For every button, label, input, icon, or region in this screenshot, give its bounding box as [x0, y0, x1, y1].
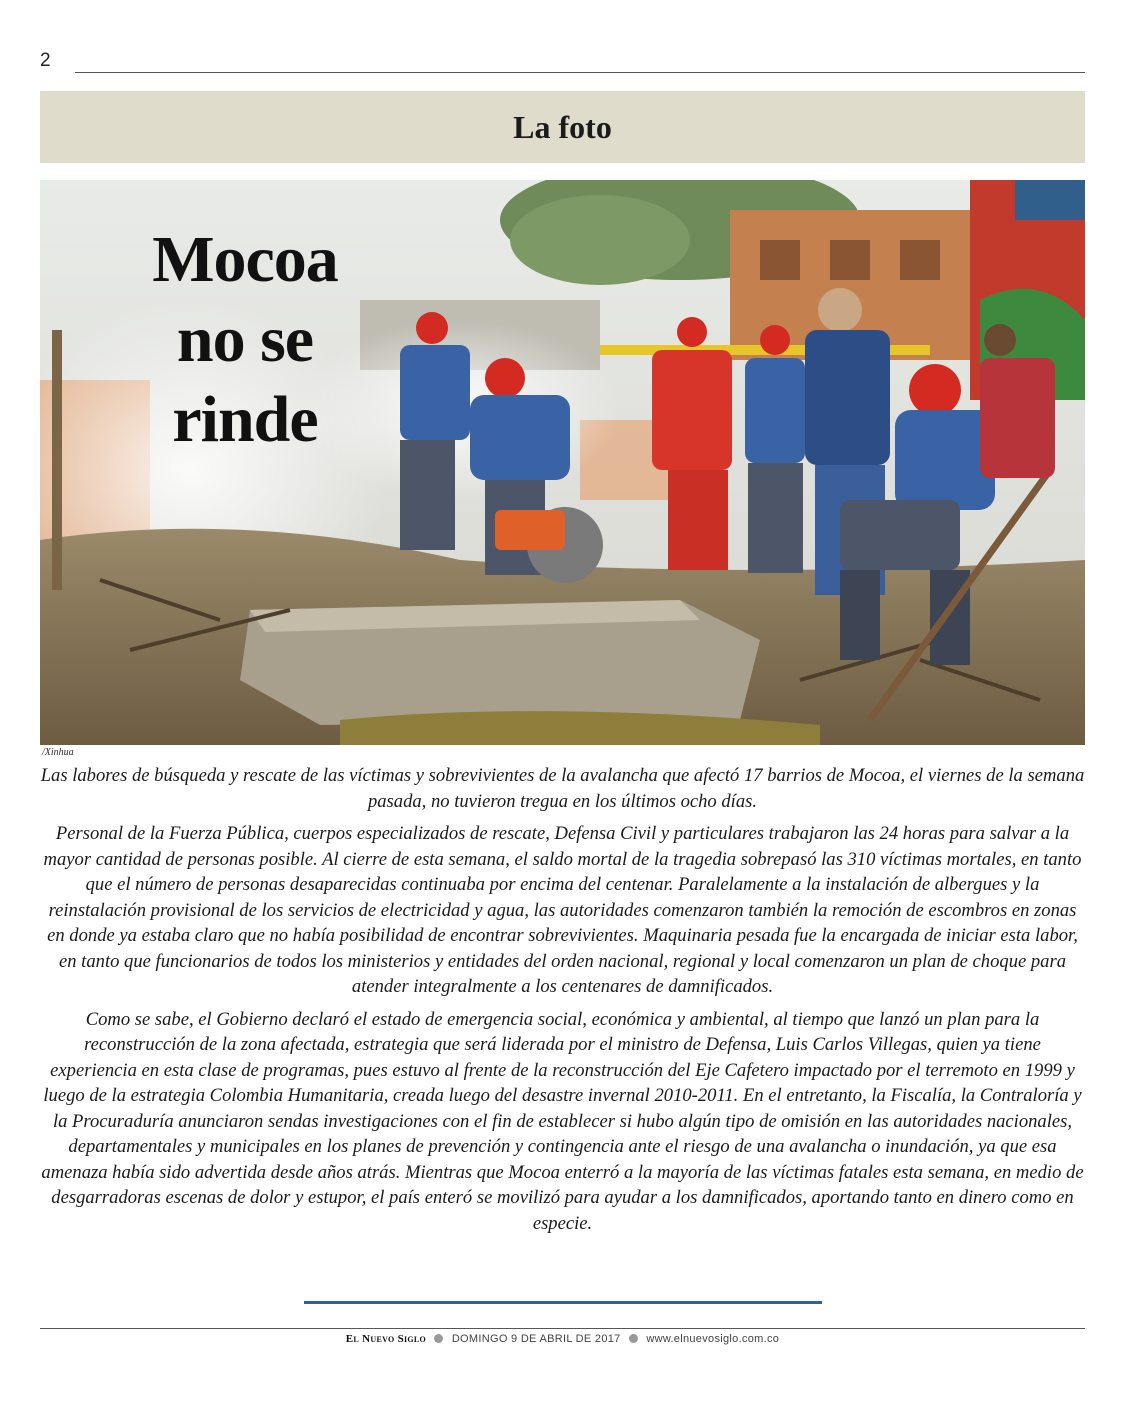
accent-divider [304, 1301, 822, 1304]
section-title: La foto [513, 108, 612, 145]
article-paragraph: Las labores de búsqueda y rescate de las víctimas y sobrevivientes de la avalancha que afectó 17 barrios de Mocoa, el viernes de la semana pasada, no tuvieron tregua en los últimos ocho días. [40, 765, 1085, 812]
headline [120, 220, 370, 460]
article-body [40, 763, 1085, 1243]
publication-date: DOMINGO 9 DE ABRIL DE 2017 [451, 1333, 621, 1345]
headline-line-1: Mocoa [152, 223, 338, 296]
bottom-divider [40, 1328, 1085, 1329]
bullet-icon [434, 1334, 443, 1343]
page-footer [0, 1333, 1125, 1345]
newspaper-brand: El Nuevo Siglo [345, 1333, 427, 1345]
section-header [40, 91, 1085, 163]
headline-line-3: rinde [172, 383, 318, 456]
website-link[interactable]: www.elnuevosiglo.com.co [646, 1333, 780, 1345]
article-paragraph: Como se sabe, el Gobierno declaró el estado de emergencia social, económica y ambiental, al tiempo que lanzó un plan para la reconstrucción de la zona afectada, estrategia que será liderada por el ministro de Defensa, Luis Carlos Villegas, quien ya tiene experiencia en esta clase de programas, pues estuvo al frente de la reconstrucción del Eje Cafetero impactado por el terremoto en 1999 y luego de la estrategia Colombia Humanitaria, creada luego del desastre invernal 2010-2011. En el entretanto, la Fiscalía, la Contraloría y la Procuraduría anunciaron sendas investigaciones con el fin de establecer si hubo algún tipo de omisión en las autoridades nacionales, departamentales y municipales en los planes de prevención y contingencia ante el riesgo de una avalancha o inundación, ya que esa amenaza había sido advertida desde años atrás. Mientras que Mocoa enterró a la mayoría de las víctimas fatales esta semana, en medio de desgarradoras escenas de dolor y estupor, el país enteró se movilizó para ayudar a los damnificados, aportando tanto en dinero como en especie. [41, 1008, 1084, 1234]
photo-credit: /Xinhua [42, 747, 74, 758]
top-divider [75, 72, 1085, 73]
bullet-icon [629, 1334, 638, 1343]
page-number: 2 [40, 50, 51, 71]
article-paragraph: Personal de la Fuerza Pública, cuerpos especializados de rescate, Defensa Civil y particulares trabajaron las 24 horas para salvar a la mayor cantidad de personas posible. Al cierre de esta semana, el saldo mortal de la tragedia sobrepasó las 310 víctimas mortales, en tanto que el número de personas desaparecidas continuaba por encima del centenar. Paralelamente a la instalación de albergues y la reinstalación provisional de los servicios de electricidad y agua, las autoridades comenzaron también la remoción de escombros en zonas en donde ya estaba claro que no había posibilidad de encontrar sobrevivientes. Maquinaria pesada fue la encargada de iniciar esta labor, en tanto que funcionarios de todos los ministerios y entidades del orden nacional, regional y local comenzaron un plan de choque para atender integralmente a los centenares de damnificados. [43, 823, 1082, 997]
headline-line-2: no se [176, 303, 314, 376]
